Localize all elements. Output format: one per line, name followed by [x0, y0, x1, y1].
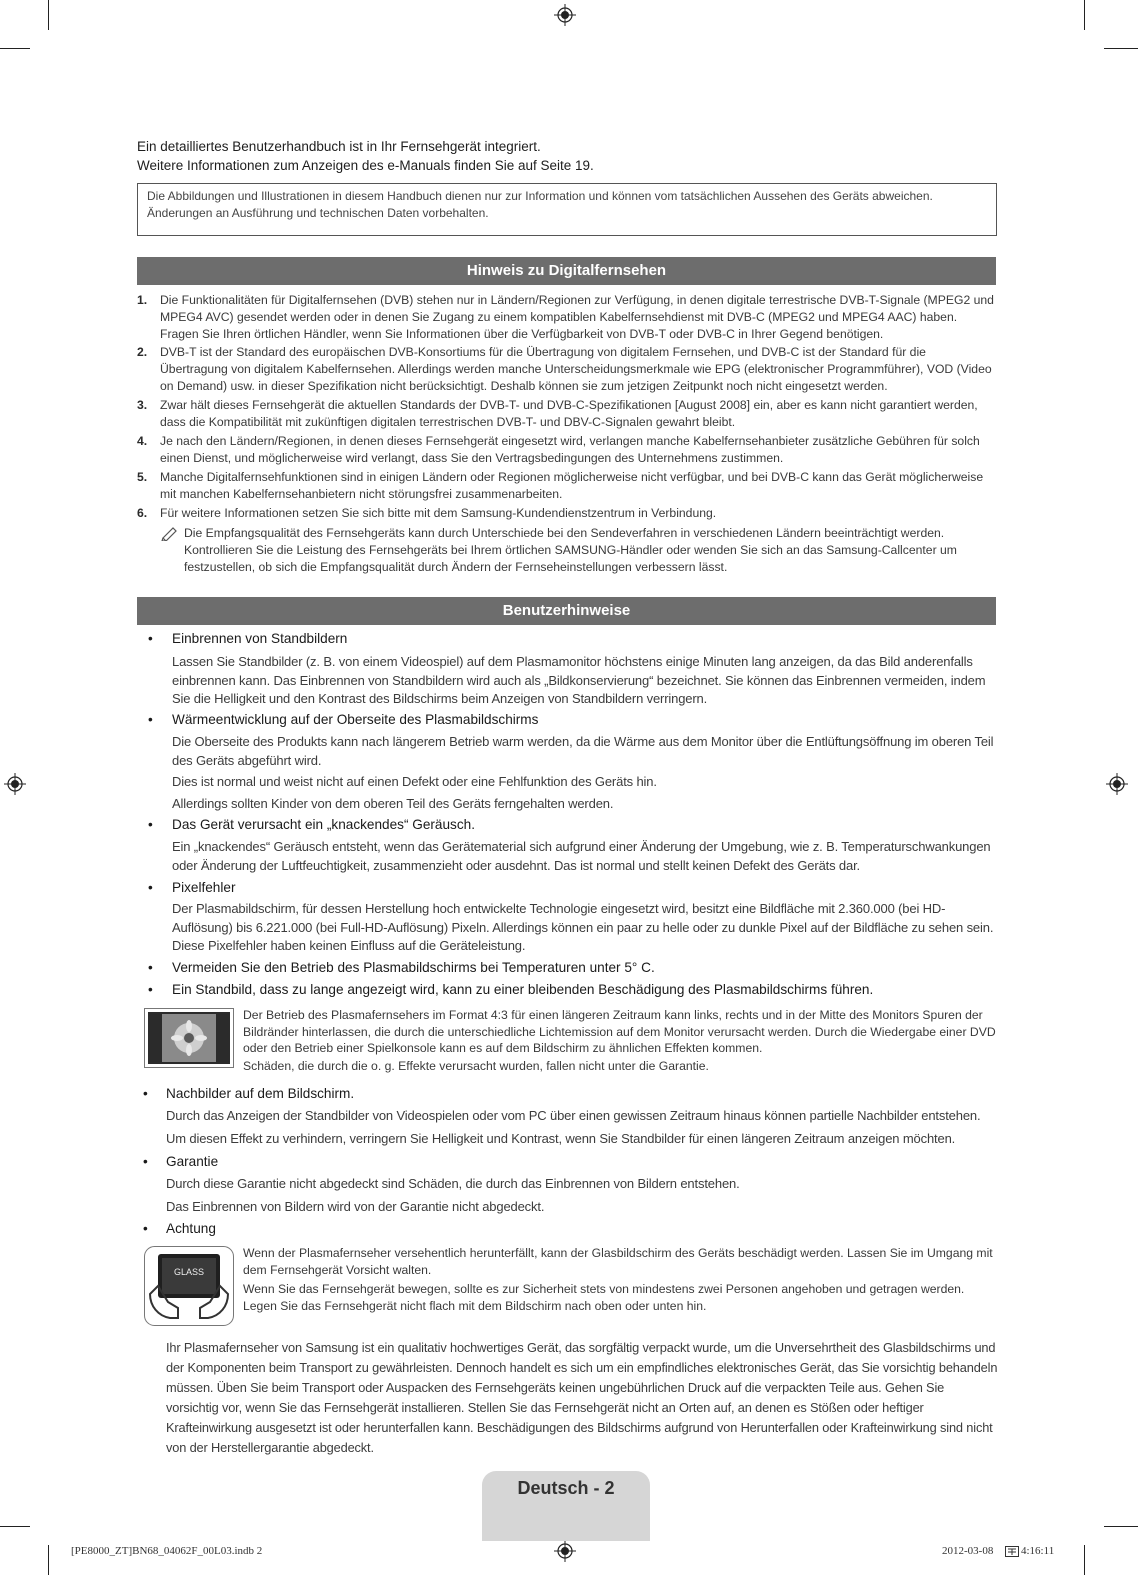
crop-mark: [1104, 1526, 1138, 1527]
paragraph: Durch das Anzeigen der Standbilder von Videospielen oder vom PC über einen gewissen Zeitraum hinaus können partielle Nachbilder entstehen.: [166, 1108, 981, 1123]
crop-mark: [1104, 48, 1138, 49]
paragraph: Ein „knackendes“ Geräusch entsteht, wenn das Gerätematerial sich aufgrund einer Änderung der Umgebung, wie z. B. Temperaturschwankungen oder Änderung der Luftfeuchtigkeit, zusammenzieht oder ausdehnt. Das ist normal und stellt keinen Defekt des Geräts dar.: [172, 839, 991, 873]
crop-mark: [1084, 1545, 1085, 1575]
bullet-heading: [148, 710, 998, 730]
paragraph: Ihr Plasmafernseher von Samsung ist ein qualitativ hochwertiges Gerät, das sorgfältig verpackt wurde, um die Unversehrtheit des Glasbildschirms und der Komponenten beim Transport zu gewährleisten. Dennoch handelt es sich um ein empfindliches elektronisches Gerät, das Sie vorsichtig behandeln müssen. Üben Sie beim Transport oder Auspacken des Fernsehgeräts keinen ungebührlichen Druck auf die verpackten Teile aus. Gehen Sie vorsichtig vor, wenn Sie das Fernsehgerät installieren. Stellen Sie das Fernsehgerät nicht an Orten auf, an denen es Stößen oder heftiger Krafteinwirkung ausgesetzt ist oder herunterfallen kann. Beschädigungen des Bildschirms aufgrund von Herunterfallen oder Krafteinwirkung sind nicht von der Herstellergarantie abgedeckt.: [166, 1340, 998, 1455]
bullet: •: [143, 1221, 148, 1236]
bullet-title: Garantie: [166, 1154, 219, 1169]
bullet: •: [148, 880, 153, 895]
bullet: •: [148, 712, 153, 727]
bullet-title: Achtung: [166, 1221, 216, 1236]
bullet-title: Vermeiden Sie den Betrieb des Plasmabildschirms bei Temperaturen unter 5° C.: [172, 960, 655, 975]
section-heading-digital: Hinweis zu Digitalfernsehen: [137, 257, 996, 285]
bullet-heading: [143, 1219, 998, 1239]
paragraph: Das Einbrennen von Bildern wird von der Garantie nicht abgedeckt.: [166, 1199, 545, 1214]
list-text: Je nach den Ländern/Regionen, in denen dieses Fernsehgerät eingesetzt wird, verlangen manche Kabelfernsehanbieter zusätzliche Gebühren für solch einen Dienst, und möglicherweise wird verlangt, dass Sie den Vertragsbedingungen des Unternehmens zustimmen.: [160, 434, 980, 465]
footer-file-name: [PE8000_ZT]BN68_04062F_00L03.indb 2: [71, 1545, 263, 1557]
paragraph: Der Plasmabildschirm, für dessen Herstellung hoch entwickelte Technologie eingesetzt wird, besitzt eine Bildfläche mit 2.360.000 (bei HD-Auflösung) bis 6.221.000 (bei Full-HD-Auflösung) Pixeln. Allerdings können ein paar zu helle oder zu dunkle Pixel auf der Bildfläche zu sehen sein. Diese Pixelfehler haben keinen Einfluss auf die Geräteleistung.: [172, 901, 994, 953]
hands-holding-tv-icon: [144, 1246, 234, 1326]
registration-mark-icon: [554, 4, 576, 26]
bullet: •: [148, 960, 153, 975]
paragraph: Dies ist normal und weist nicht auf einen Defekt oder eine Fehlfunktion des Geräts hin.: [172, 774, 657, 789]
bullet-heading: [143, 1084, 998, 1104]
paragraph: Lassen Sie Standbilder (z. B. von einem Videospiel) auf dem Plasmamonitor höchstens einige Minuten lang anzeigen, da das Bild anderenfalls einbrennen kann. Das Einbrennen von Standbildern wird auch als „Bildkonservierung“ bezeichnet. Sie können das Einbrennen vermeiden, indem Sie die Helligkeit und den Kontrast des Bildschirms beim Anzeigen von Standbildern verringern.: [172, 654, 986, 706]
paragraph: Durch diese Garantie nicht abgedeckt sind Schäden, die durch das Einbrennen von Bildern entstehen.: [166, 1176, 740, 1191]
disclaimer-line: Änderungen an Ausführung und technischen Daten vorbehalten.: [147, 206, 489, 220]
registration-mark-icon: [4, 773, 26, 795]
bullet-title: Ein Standbild, dass zu lange angezeigt wird, kann zu einer bleibenden Beschädigung des Plasmabildschirms führen.: [172, 982, 874, 997]
crop-mark: [1084, 0, 1085, 30]
paragraph: Um diesen Effekt zu verhindern, verringern Sie Helligkeit und Kontrast, wenn Sie Standbilder für einen längeren Zeitraum anzeigen möchten.: [166, 1131, 956, 1146]
registration-mark-icon: [1106, 773, 1128, 795]
paragraph: Allerdings sollten Kinder von dem oberen Teil des Geräts ferngehalten werden.: [172, 796, 614, 811]
bullet: •: [148, 982, 153, 997]
intro-line: Weitere Informationen zum Anzeigen des e-Manuals finden Sie auf Seite 19.: [137, 158, 594, 173]
bullet-title: Nachbilder auf dem Bildschirm.: [166, 1086, 355, 1101]
bullet-heading: [148, 878, 998, 898]
paragraph: Schäden, die durch die o. g. Effekte verursacht wurden, fallen nicht unter die Garantie.: [243, 1059, 709, 1073]
page-number: Deutsch - 2: [517, 1478, 615, 1498]
note: [160, 525, 998, 576]
list-item: [137, 344, 997, 395]
crop-mark: [48, 1545, 49, 1575]
list-text: Manche Digitalfernsehfunktionen sind in einigen Ländern oder Regionen möglicherweise nicht verfügbar, und bei DVB-C kann das Gerät möglicherweise mit manchen Kabelfernsehanbietern nicht störungsfrei zusammenarbeiten.: [160, 470, 984, 501]
crop-mark: [0, 48, 30, 49]
list-text: DVB-T ist der Standard des europäischen DVB-Konsortiums für die Übertragung von digitalem Fernsehen, und DVB-C ist der Standard für die Übertragung von digitalem Kabelfernsehen. Allerdings werden manche Unterscheidungsmerkmale wie EPG (elektronischer Programmführer), VOD (Video on Demand) usw. in dieser Spezifikation nicht berücksichtigt. Deshalb können sie zum jetzigen Zeitpunkt noch nicht eingesetzt werden.: [160, 345, 992, 393]
paragraph: Die Oberseite des Produkts kann nach längerem Betrieb warm werden, da die Wärme aus dem Monitor über die Entlüftungsöffnung im oberen Teil des Geräts abgeführt wird.: [172, 734, 994, 768]
paragraph: Der Betrieb des Plasmafernsehers im Format 4:3 für einen längeren Zeitraum kann links, rechts und in der Mitte des Monitors Spuren der Bildränder hinterlassen, die durch die unterschiedliche Lichtemission auf dem Monitor verursacht werden. Durch die Wiedergabe einer DVD oder den Betrieb einer Spielkonsole kann es auf dem Bildschirm zu ähnlichen Effekten kommen.: [243, 1008, 996, 1055]
bullet-title: Wärmeentwicklung auf der Oberseite des Plasmabildschirms: [172, 712, 539, 727]
glass-label: GLASS: [173, 1267, 204, 1277]
intro-text: [137, 137, 594, 175]
bullet-title: Einbrennen von Standbildern: [172, 631, 348, 646]
list-number: 4.: [137, 434, 148, 448]
intro-line: Ein detailliertes Benutzerhandbuch ist in Ihr Fernsehgerät integriert.: [137, 139, 541, 154]
list-text: Zwar hält dieses Fernsehgerät die aktuellen Standards der DVB-T- und DVB-C-Spezifikationen [August 2008] ein, aber es kann nicht garantiert werden, dass die Kompatibilität mit zukünftigen digitalen terrestrischen DVB-T- und DBV-C-Signalen gewahrt bleibt.: [160, 398, 978, 429]
bullet-title: Das Gerät verursacht ein „knackendes“ Geräusch.: [172, 817, 475, 832]
burn-in-illustration: [144, 1008, 234, 1068]
bullet-heading: [148, 980, 998, 1000]
list-item: [137, 292, 997, 343]
disclaimer-box: [137, 183, 997, 236]
bullet-heading: [148, 815, 998, 835]
list-text: Für weitere Informationen setzen Sie sich bitte mit dem Samsung-Kundendienstzentrum in Verbindung.: [160, 506, 717, 520]
note-text: Die Empfangsqualität des Fernsehgeräts kann durch Unterschiede bei den Sendeverfahren in verschiedenen Ländern beeinträchtigt werden. Kontrollieren Sie die Leistung des Fernsehgeräts bei Ihrem örtlichen SAMSUNG-Händler oder wenden Sie sich an das Samsung-Callcenter um festzustellen, ob sich die Empfangsqualität durch Ändern der Fernseheinstellungen verbessern lässt.: [184, 526, 957, 574]
bullet: •: [143, 1154, 148, 1169]
note-pencil-icon: [160, 525, 180, 541]
bullet-heading: [143, 1152, 998, 1172]
crop-mark: [0, 1526, 30, 1527]
list-number: 1.: [137, 293, 148, 307]
glass-handling-illustration: [144, 1246, 234, 1326]
registration-mark-icon: [554, 1540, 576, 1562]
footer-time: 4:16:11: [1021, 1545, 1055, 1557]
paragraph: Wenn Sie das Fernsehgerät bewegen, sollte es zur Sicherheit stets von mindestens zwei Personen angehoben und getragen werden. Legen Sie das Fernsehgerät nicht flach mit dem Bildschirm nach oben oder unten hin.: [243, 1282, 965, 1313]
list-number: 3.: [137, 398, 148, 412]
list-item: [137, 397, 997, 431]
bullet-heading: [148, 629, 998, 649]
paragraph: Wenn der Plasmafernseher versehentlich herunterfällt, kann der Glasbildschirm des Geräts beschädigt werden. Lassen Sie im Umgang mit dem Fernsehgerät Vorsicht walten.: [243, 1246, 993, 1277]
list-number: 6.: [137, 506, 148, 520]
list-text: Die Funktionalitäten für Digitalfernsehen (DVB) stehen nur in Ländern/Regionen zur Verfügung, in denen digitale terrestrische DVB-T-Signale (MPEG2 und MPEG4 AVC) gesendet werden oder in denen Sie Zugang zu einem kompatiblen Kabelfernsehdienst mit DVB-C (MPEG2 und MPEG4 AAC) haben. Fragen Sie Ihren örtlichen Händler, wenn Sie Informationen über die Verfügbarkeit von DVB-T oder DVB-C in Ihrer Gegend benötigen.: [160, 293, 994, 341]
footer-date: 2012-03-08: [942, 1545, 994, 1557]
bullet: •: [148, 631, 153, 646]
list-number: 5.: [137, 470, 148, 484]
disclaimer-line: Die Abbildungen und Illustrationen in diesem Handbuch dienen nur zur Information und können vom tatsächlichen Aussehen des Geräts abweichen.: [147, 189, 933, 203]
bullet-heading: [148, 958, 998, 978]
list-item: [137, 469, 997, 503]
crop-mark: [48, 0, 49, 30]
bullet: •: [143, 1086, 148, 1101]
section-heading-user: Benutzerhinweise: [137, 597, 996, 625]
bullet: •: [148, 817, 153, 832]
list-number: 2.: [137, 345, 148, 359]
bullet-title: Pixelfehler: [172, 880, 236, 895]
list-item: [137, 505, 997, 522]
time-marker-icon: [1005, 1546, 1019, 1557]
list-item: [137, 433, 997, 467]
